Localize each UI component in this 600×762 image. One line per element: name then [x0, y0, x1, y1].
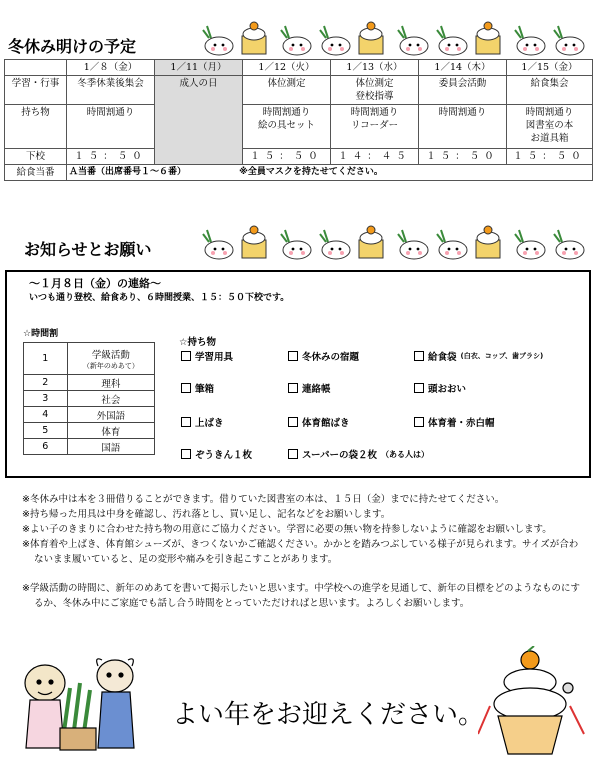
item-label: 体育着・赤白帽: [428, 418, 495, 429]
checkbox-icon[interactable]: [414, 351, 424, 361]
item-label: 上ばき: [195, 418, 224, 429]
table-cell: 給食集会: [507, 76, 593, 105]
subject-name: 社会: [67, 391, 154, 407]
checklist-item[interactable]: [288, 381, 331, 395]
mochi-sprite-icon: [203, 26, 233, 55]
mochi-sprite-icon: [554, 26, 584, 55]
item-label: 頭おおい: [428, 384, 467, 395]
mochi-sprite-icon: [320, 26, 350, 55]
timetable-row: [24, 407, 155, 423]
mochi-sprite-icon: [515, 26, 545, 55]
period-number: 1: [24, 343, 68, 375]
subject-name: 体育: [67, 423, 154, 439]
kagami-mochi-icon: [476, 22, 500, 54]
holiday-cell: 成人の日: [155, 76, 243, 165]
mochi-sprite-icon: [554, 230, 584, 259]
kagami-mochi-decoration-icon: [195, 222, 595, 262]
checklist-item[interactable]: [181, 447, 252, 461]
subject-name: 学級活動: [91, 349, 130, 361]
checkbox-icon[interactable]: [181, 383, 191, 393]
mochi-sprite-icon: [320, 230, 350, 259]
checkbox-icon[interactable]: [288, 383, 298, 393]
checklist-item[interactable]: [181, 415, 224, 429]
note-paragraph: ※学級活動の時間に、新年のめあてを書いて掲示したいと思います。中学校への進学を見通して、新年の目標をどのようなものにするか、冬休み中にご家庭でも話し合う時間をとっていただければと思います。よろしくお願いします。: [22, 583, 581, 609]
item-note: (白衣、コップ、歯ブラシ): [460, 352, 544, 360]
item-label: スーパーの袋２枚: [302, 450, 378, 461]
subject-cell: [67, 343, 154, 375]
checklist-item[interactable]: [414, 381, 466, 395]
table-cell: 冬季休業後集会: [67, 76, 155, 105]
mochi-sprite-icon: [398, 230, 428, 259]
mochi-sprite-icon: [203, 230, 233, 259]
heading-winter-schedule: 冬休み明けの予定: [8, 37, 137, 56]
period-number: 6: [24, 439, 68, 455]
mochi-sprite-icon: [281, 26, 311, 55]
timetable-row: [24, 423, 155, 439]
checkbox-icon[interactable]: [181, 351, 191, 361]
row-label: 持ち物: [5, 105, 67, 149]
checklist-item[interactable]: [288, 447, 429, 461]
period-number: 5: [24, 423, 68, 439]
checkbox-icon[interactable]: [414, 417, 424, 427]
mochi-sprite-icon: [281, 230, 311, 259]
kagami-mochi-icon: [242, 22, 266, 54]
kagami-mochi-icon: [359, 226, 383, 258]
lunch-duty-text: Ａ当番（出席番号１～６番）: [69, 167, 187, 177]
checkbox-icon[interactable]: [414, 383, 424, 393]
note-paragraph: ※体育着や上ばき、体育館シューズが、きつくないかご確認ください。かかとを踏みつぶしている様子が見られます。サイズが合わないまま履いていると、足の変形や痛みを引き起こすことがあります。: [22, 539, 579, 565]
date-cell: 1／８（金）: [67, 60, 155, 76]
date-cell: 1／13（水）: [331, 60, 419, 76]
notice-title: ～１月８日（金）の連絡～: [29, 277, 161, 290]
kagami-mochi-illustration-icon: [478, 646, 588, 758]
kagami-mochi-icon: [476, 226, 500, 258]
closing-message: よい年をお迎えください。: [172, 700, 485, 730]
item-note: （ある人は）: [381, 449, 430, 459]
checkbox-icon[interactable]: [288, 351, 298, 361]
notes-section: [22, 492, 582, 611]
period-number: 2: [24, 375, 68, 391]
table-cell: 時間割通り リコーダー: [331, 105, 419, 149]
time-cell: １５：５０: [67, 149, 155, 165]
period-number: 4: [24, 407, 68, 423]
checkbox-icon[interactable]: [181, 449, 191, 459]
checkbox-icon[interactable]: [288, 449, 298, 459]
item-label: 冬休みの宿題: [302, 352, 360, 363]
row-label: 給食当番: [5, 165, 67, 181]
timetable-row: [24, 439, 155, 455]
schedule-row-lunch: [5, 165, 593, 181]
timetable-title: ☆時間割: [23, 329, 59, 339]
period-number: 3: [24, 391, 68, 407]
table-cell: 体位測定: [243, 76, 331, 105]
subject-name: 理科: [67, 375, 154, 391]
subject-name: 国語: [67, 439, 154, 455]
kagami-mochi-icon: [359, 22, 383, 54]
checklist-item[interactable]: [181, 381, 214, 395]
mochi-sprite-icon: [398, 26, 428, 55]
checklist-item[interactable]: [181, 349, 233, 363]
timetable-row: [24, 391, 155, 407]
mochi-sprite-icon: [515, 230, 545, 259]
table-cell: 時間割通り 絵の具セット: [243, 105, 331, 149]
schedule-header-row: [5, 60, 593, 76]
schedule-table: [4, 59, 593, 181]
lunch-duty-cell: [67, 165, 593, 181]
mask-note: ※全員マスクを持たせてください。: [239, 167, 383, 177]
time-cell: １５：５０: [243, 149, 331, 165]
timetable-row: [24, 375, 155, 391]
table-cell: 時間割通り: [419, 105, 507, 149]
kagami-mochi-icon: [242, 226, 266, 258]
checkbox-icon[interactable]: [181, 417, 191, 427]
item-label: 給食袋: [428, 352, 457, 363]
time-cell: １５：５０: [419, 149, 507, 165]
items-title: ☆持ち物: [179, 337, 217, 348]
table-cell: [5, 60, 67, 76]
heading-notices: お知らせとお願い: [24, 240, 152, 259]
schedule-row-dismissal: [5, 149, 593, 165]
checklist-item[interactable]: [414, 349, 543, 363]
table-cell: 体位測定 登校指導: [331, 76, 419, 105]
date-cell: 1／14（木）: [419, 60, 507, 76]
item-label: 体育館ばき: [302, 418, 350, 429]
mochi-sprite-icon: [437, 26, 467, 55]
table-cell: 時間割通り: [67, 105, 155, 149]
new-year-decoration-row-2: [195, 222, 595, 266]
subject-name: 外国語: [67, 407, 154, 423]
date-cell: 1／12（火）: [243, 60, 331, 76]
time-cell: １４：４５: [331, 149, 419, 165]
checklist-item[interactable]: [288, 415, 350, 429]
row-label: 学習・行事: [5, 76, 67, 105]
kagami-mochi-decoration-icon: [195, 18, 595, 58]
item-label: 連絡帳: [302, 384, 331, 395]
time-cell: １５：５０: [507, 149, 593, 165]
notice-subtitle: いつも通り登校、給食あり、６時間授業、１５：５０下校です。: [29, 293, 290, 303]
date-cell: 1／11（月）: [155, 60, 243, 76]
checklist-item[interactable]: [414, 415, 495, 429]
note-paragraph: ※冬休み中は本を３冊借りることができます。借りていた図書室の本は、１５日（金）までに持たせてください。: [22, 494, 505, 505]
schedule-row-items: [5, 105, 593, 149]
date-cell: 1／15（金）: [507, 60, 593, 76]
checkbox-icon[interactable]: [288, 417, 298, 427]
item-label: 学習用具: [195, 352, 234, 363]
item-label: ぞうきん１枚: [195, 450, 253, 461]
checklist-item[interactable]: [288, 349, 359, 363]
item-label: 筆箱: [195, 384, 215, 395]
mochi-sprite-icon: [437, 230, 467, 259]
note-paragraph: ※持ち帰った用具は中身を確認し、汚れ落とし、買い足し、記名などをお願いします。: [22, 509, 391, 520]
table-cell: 時間割通り 図書室の本 お道具箱: [507, 105, 593, 149]
new-year-decoration-row-1: [195, 18, 595, 58]
note-paragraph: ※よい子のきまりに合わせた持ち物の用意にご協力ください。学習に必要の無い物を持参しないように確認をお願いします。: [22, 524, 552, 535]
row-label: 下校: [5, 149, 67, 165]
timetable: [23, 342, 155, 455]
subject-note: （新年のめあて）: [82, 361, 139, 370]
ox-kadomatsu-illustration-icon: [10, 648, 140, 758]
timetable-row: [24, 343, 155, 375]
table-cell: 委員会活動: [419, 76, 507, 105]
schedule-row-events: [5, 76, 593, 105]
